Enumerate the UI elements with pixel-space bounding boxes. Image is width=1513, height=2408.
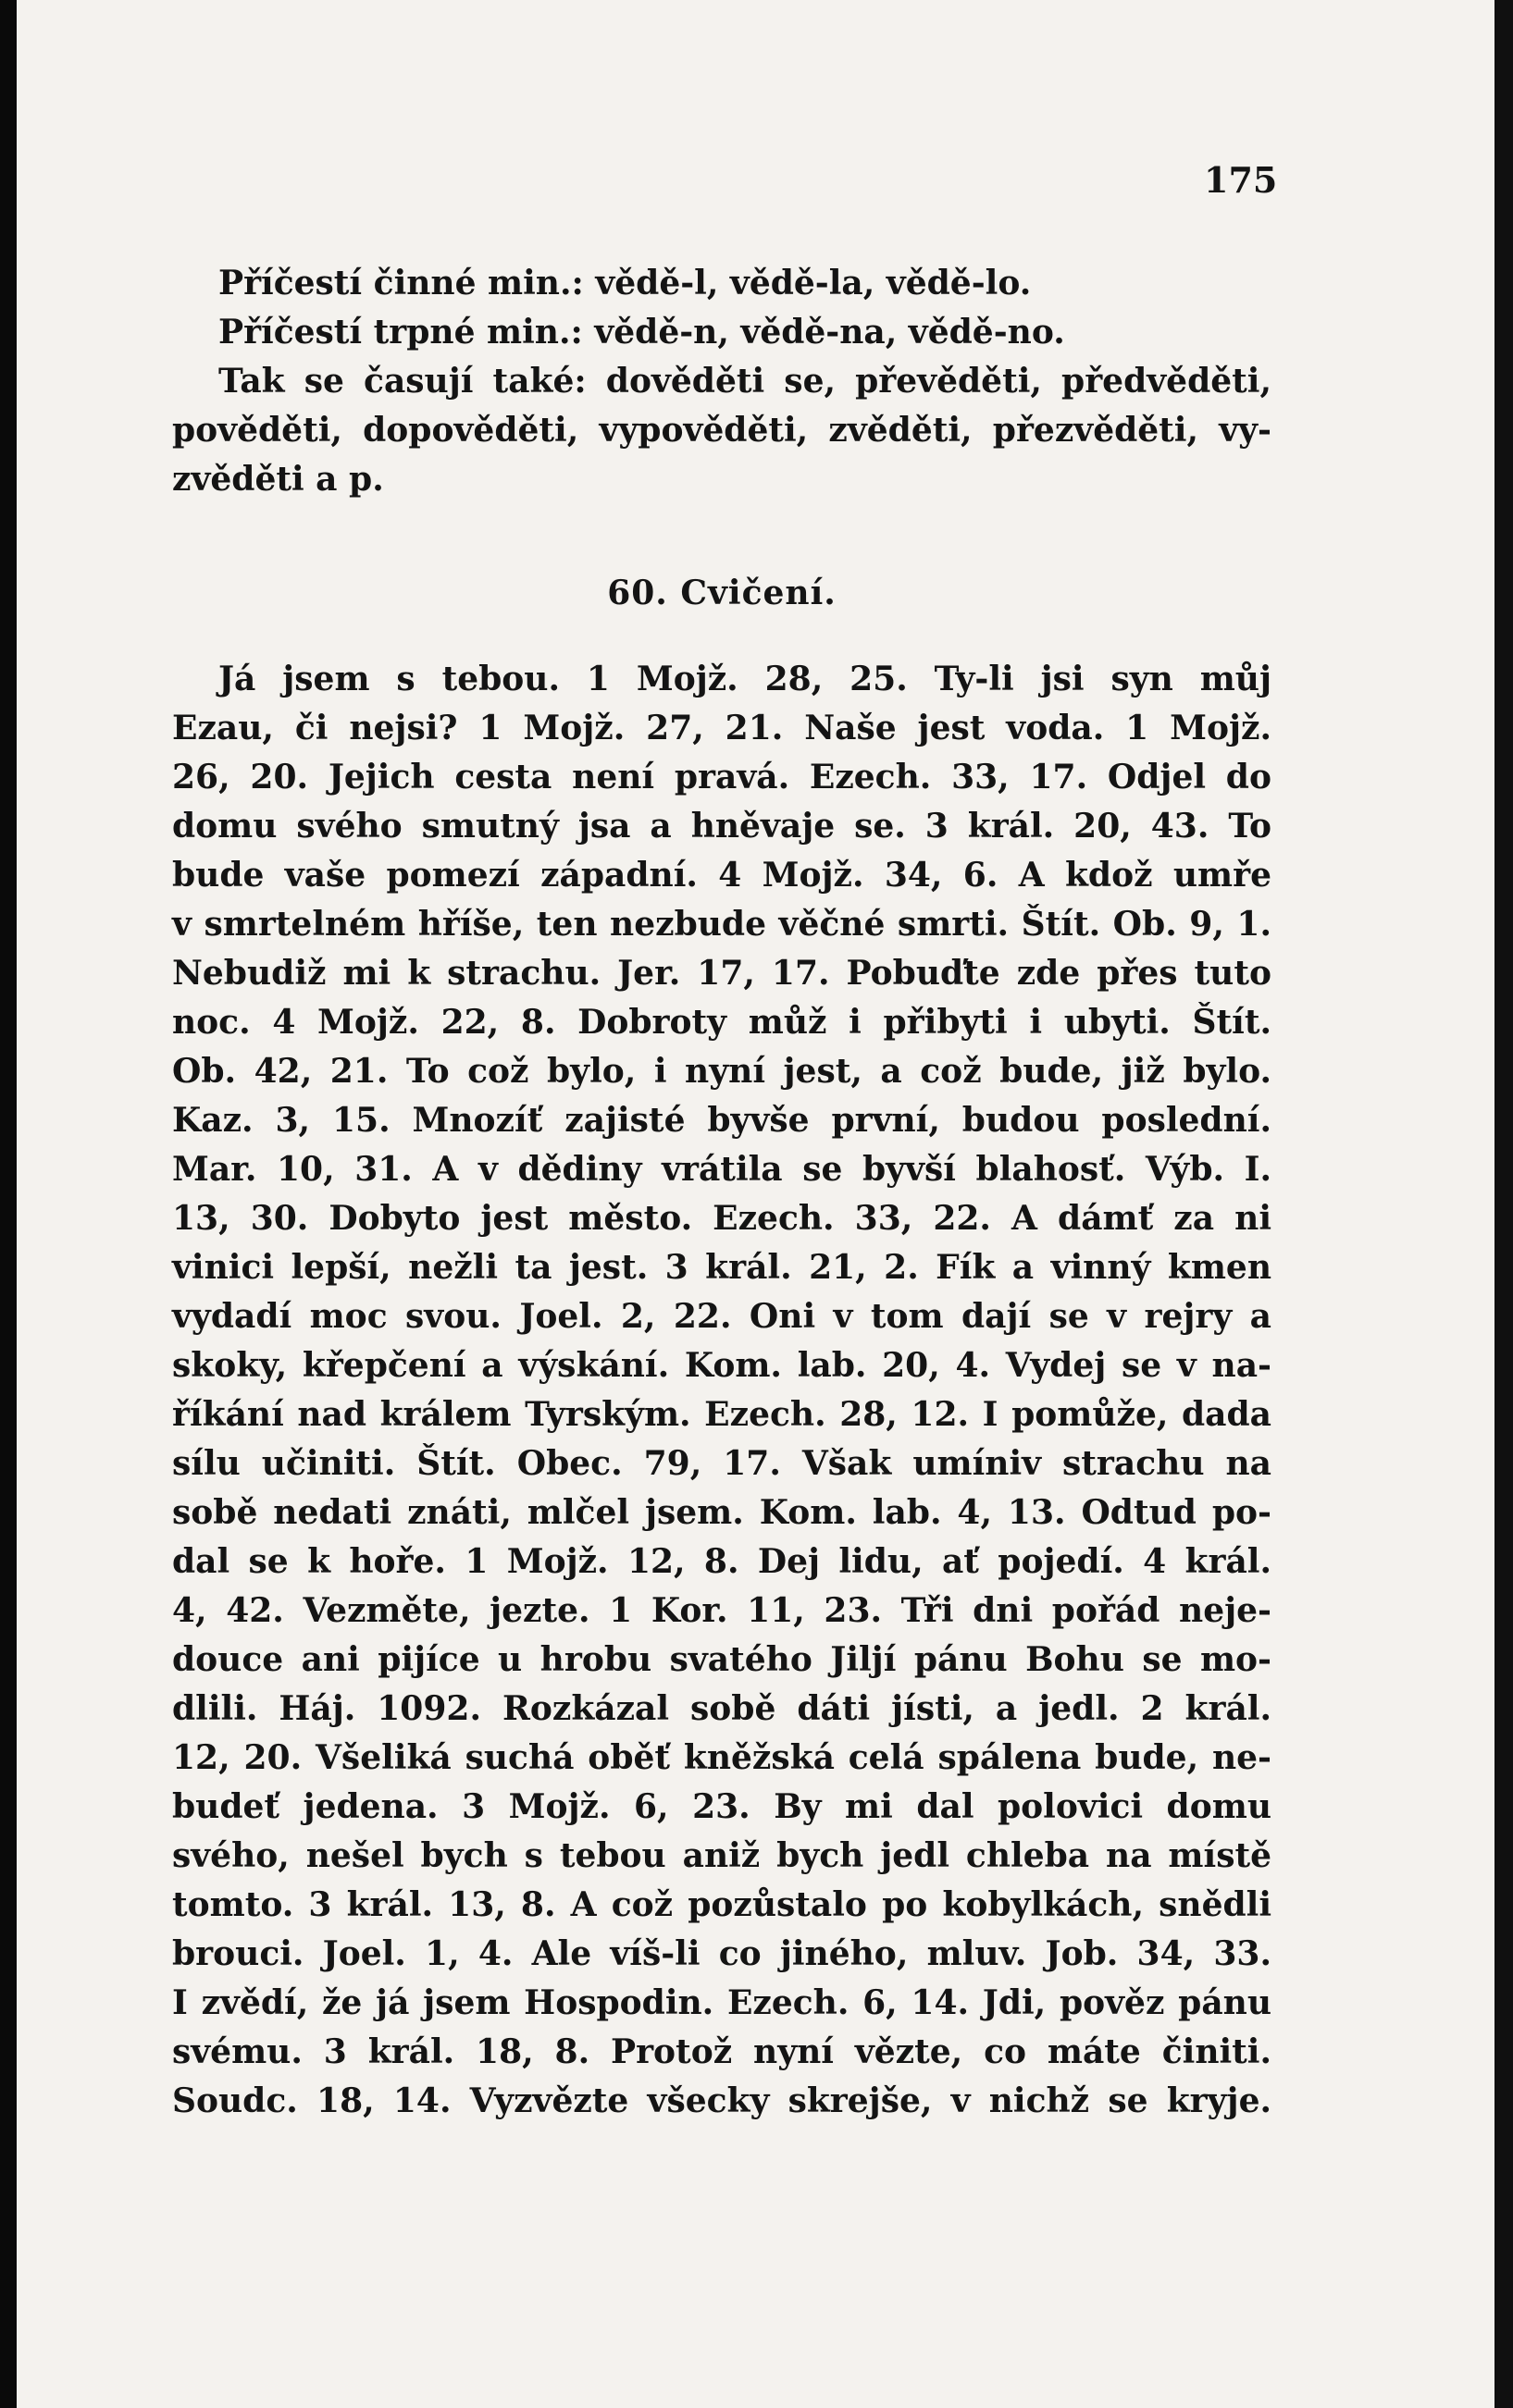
exercise-paragraph: [172, 655, 1271, 2126]
exercise-line: říkání nad králem Tyrským. Ezech. 28, 12. I pomůže, dada: [172, 1395, 1271, 1434]
page-number: 175: [1204, 159, 1278, 201]
exercise-line: sílu učiniti. Štít. Obec. 79, 17. Však umíniv strachu na: [172, 1444, 1271, 1483]
exercise-line: vydadí moc svou. Joel. 2, 22. Oni v tom dají se v rejry a: [172, 1297, 1271, 1336]
intro-line: Příčestí činné min.: vědě-l, vědě-la, vědě-lo.: [218, 264, 1032, 303]
exercise-line: douce ani pijíce u hrobu svatého Jiljí pánu Bohu se mo-: [172, 1640, 1271, 1679]
exercise-line: Mar. 10, 31. A v dědiny vrátila se byvší blahosť. Výb. I.: [172, 1150, 1271, 1189]
intro-line: pověděti, dopověděti, vypověděti, zvěděti, přezvěděti, vy-: [172, 411, 1271, 450]
exercise-line: sobě nedati znáti, mlčel jsem. Kom. lab. 4, 13. Odtud po-: [172, 1493, 1271, 1532]
exercise-line: dal se k hoře. 1 Mojž. 12, 8. Dej lidu, ať pojedí. 4 král.: [172, 1542, 1271, 1581]
exercise-line: Soudc. 18, 14. Vyzvězte všecky skrejše, v nichž se kryje.: [172, 2081, 1271, 2120]
exercise-line: 13, 30. Dobyto jest město. Ezech. 33, 22. A dámť za ni: [172, 1199, 1271, 1238]
exercise-line: Nebudiž mi k strachu. Jer. 17, 17. Pobuďte zde přes tuto: [172, 954, 1271, 993]
intro-paragraphs: [172, 259, 1271, 504]
intro-line: Příčestí trpné min.: vědě-n, vědě-na, vědě-no.: [218, 313, 1065, 352]
intro-line: Tak se časují také: dověděti se, převěděti, předvěděti,: [218, 362, 1271, 401]
exercise-line: domu svého smutný jsa a hněvaje se. 3 král. 20, 43. To: [172, 807, 1271, 846]
exercise-line: tomto. 3 král. 13, 8. A což pozůstalo po kobylkách, snědli: [172, 1885, 1271, 1924]
exercise-line: 12, 20. Všeliká suchá oběť kněžská celá spálena bude, ne-: [172, 1738, 1271, 1777]
exercise-line: budeť jedena. 3 Mojž. 6, 23. By mi dal polovici domu: [172, 1787, 1271, 1826]
exercise-line: svému. 3 král. 18, 8. Protož nyní vězte, co máte činiti.: [172, 2032, 1271, 2071]
section-heading: 60. Cvičení.: [607, 574, 837, 612]
exercise-line: 4, 42. Vezměte, jezte. 1 Kor. 11, 23. Tři dni pořád neje-: [172, 1591, 1271, 1630]
exercise-line: v smrtelném hříše, ten nezbude věčné smrti. Štít. Ob. 9, 1.: [172, 905, 1271, 944]
exercise-line: svého, nešel bych s tebou aniž bych jedl chleba na místě: [172, 1836, 1271, 1875]
exercise-line: I zvědí, že já jsem Hospodin. Ezech. 6, 14. Jdi, pověz pánu: [172, 1983, 1271, 2022]
exercise-line: noc. 4 Mojž. 22, 8. Dobroty můž i přibyti i ubyti. Štít.: [172, 1003, 1271, 1042]
exercise-line: bude vaše pomezí západní. 4 Mojž. 34, 6. A kdož umře: [172, 856, 1271, 895]
scan-right-edge: [1494, 0, 1513, 2408]
exercise-line: Kaz. 3, 15. Mnozíť zajisté byvše první, budou poslední.: [172, 1101, 1271, 1140]
exercise-line: Ezau, či nejsi? 1 Mojž. 27, 21. Naše jest voda. 1 Mojž.: [172, 709, 1271, 747]
intro-line: zvěděti a p.: [172, 460, 384, 499]
text-block: [172, 259, 1271, 2126]
exercise-line: brouci. Joel. 1, 4. Ale víš-li co jiného, mluv. Job. 34, 33.: [172, 1934, 1271, 1973]
scan-left-edge: [0, 0, 17, 2408]
exercise-line: 26, 20. Jejich cesta není pravá. Ezech. 33, 17. Odjel do: [172, 758, 1271, 796]
exercise-line: dlili. Háj. 1092. Rozkázal sobě dáti jísti, a jedl. 2 král.: [172, 1689, 1271, 1728]
exercise-line: skoky, křepčení a výskání. Kom. lab. 20, 4. Vydej se v na-: [172, 1346, 1271, 1385]
exercise-line: vinici lepší, nežli ta jest. 3 král. 21, 2. Fík a vinný kmen: [172, 1248, 1271, 1287]
exercise-line: Ob. 42, 21. To což bylo, i nyní jest, a což bude, již bylo.: [172, 1052, 1271, 1091]
exercise-line: Já jsem s tebou. 1 Mojž. 28, 25. Ty-li jsi syn můj: [218, 660, 1271, 698]
